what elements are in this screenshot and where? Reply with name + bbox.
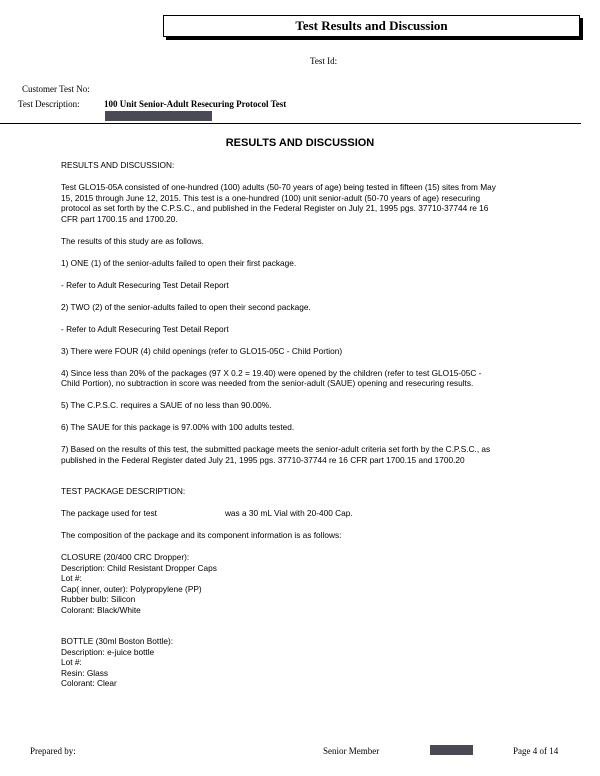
bottle-line: Colorant: Clear	[61, 678, 117, 688]
test-description-value: 100 Unit Senior-Adult Resecuring Protocol Test	[104, 99, 287, 109]
header-divider	[0, 123, 581, 124]
paragraph: - Refer to Adult Resecuring Test Detail Report	[61, 279, 229, 290]
paragraph: - Refer to Adult Resecuring Test Detail Report	[61, 323, 229, 334]
senior-member-label: Senior Member	[323, 746, 380, 756]
paragraph: 5) The C.P.S.C. requires a SAUE of no less than 90.00%.	[61, 400, 272, 410]
paragraph: The composition of the package and its component information is as follows:	[61, 530, 342, 540]
closure-line: CLOSURE (20/400 CRC Dropper):	[61, 552, 190, 562]
closure-line: Rubber bulb: Silicon	[61, 594, 136, 604]
package-test-prefix: The package used for test	[61, 508, 157, 518]
section-title: RESULTS AND DISCUSSION	[225, 137, 375, 149]
page-number: Page 4 of 14	[513, 746, 559, 756]
paragraph: RESULTS AND DISCUSSION:	[61, 160, 175, 170]
redaction-bar	[105, 111, 212, 121]
customer-test-no-label: Customer Test No:	[22, 84, 90, 94]
results-body	[61, 160, 501, 700]
closure-line: Lot #:	[61, 573, 82, 583]
paragraph: 2) TWO (2) of the senior-adults failed to open their second package.	[61, 301, 311, 312]
closure-line: Cap( inner, outer): Polypropylene (PP)	[61, 583, 202, 594]
paragraph: TEST PACKAGE DESCRIPTION:	[61, 486, 186, 496]
bottle-line: Resin: Glass	[61, 667, 109, 678]
paragraph: 3) There were FOUR (4) child openings (refer to GLO15-05C - Child Portion)	[61, 345, 343, 356]
paragraph: 6) The SAUE for this package is 97.00% with 100 adults tested.	[61, 422, 295, 432]
closure-line: Colorant: Black/White	[61, 604, 141, 615]
package-test-suffix: was a 30 mL Vial with 20-400 Cap.	[224, 508, 353, 518]
paragraph	[61, 508, 501, 519]
bottle-line: Lot #:	[61, 657, 82, 667]
prepared-by-label: Prepared by:	[30, 746, 76, 756]
closure-line: Description: Child Resistant Dropper Caps	[61, 562, 217, 573]
paragraph: 1) ONE (1) of the senior-adults failed to open their first package.	[61, 257, 297, 268]
paragraph: The results of this study are as follows.	[61, 235, 204, 246]
test-description-label: Test Description:	[18, 99, 80, 109]
blank-field	[157, 508, 225, 516]
test-id-label: Test Id:	[310, 56, 338, 66]
paragraph: 7) Based on the results of this test, the submitted package meets the senior-adult criteria set forth by the C.P.S.C., as published in the Federal Register dated July 21, 1995 pgs. 37710-37744 re 16 CFR part 1700.15 and 1700.20	[61, 444, 491, 465]
document-title: Test Results and Discussion	[163, 15, 580, 37]
paragraph: Test GLO15-05A consisted of one-hundred (100) adults (50-70 years of age) being tested in fifteen (15) sites from May 15, 2015 through June 12, 2015. This test is a one-hundred (100) unit senior-adult (50-70 years of age) resecuring protocol as set forth by the C.P.S.C., and published in the Federal Register on July 21, 1995 pgs. 37710-37744 re 16 CFR part 1700.15 and 1700.20.	[61, 182, 496, 224]
bottle-block	[61, 636, 501, 689]
bottle-line: Description: e-juice bottle	[61, 646, 155, 657]
closure-block	[61, 552, 501, 615]
bottle-line: BOTTLE (30ml Boston Bottle):	[61, 636, 174, 646]
paragraph: 4) Since less than 20% of the packages (97 X 0.2 = 19.40) were opened by the children (refer to test GLO15-05C - Child Portion), no subtraction in score was needed from the senior-adult (SAUE) opening and resecuring results.	[61, 367, 482, 388]
redaction-bar	[430, 745, 473, 755]
